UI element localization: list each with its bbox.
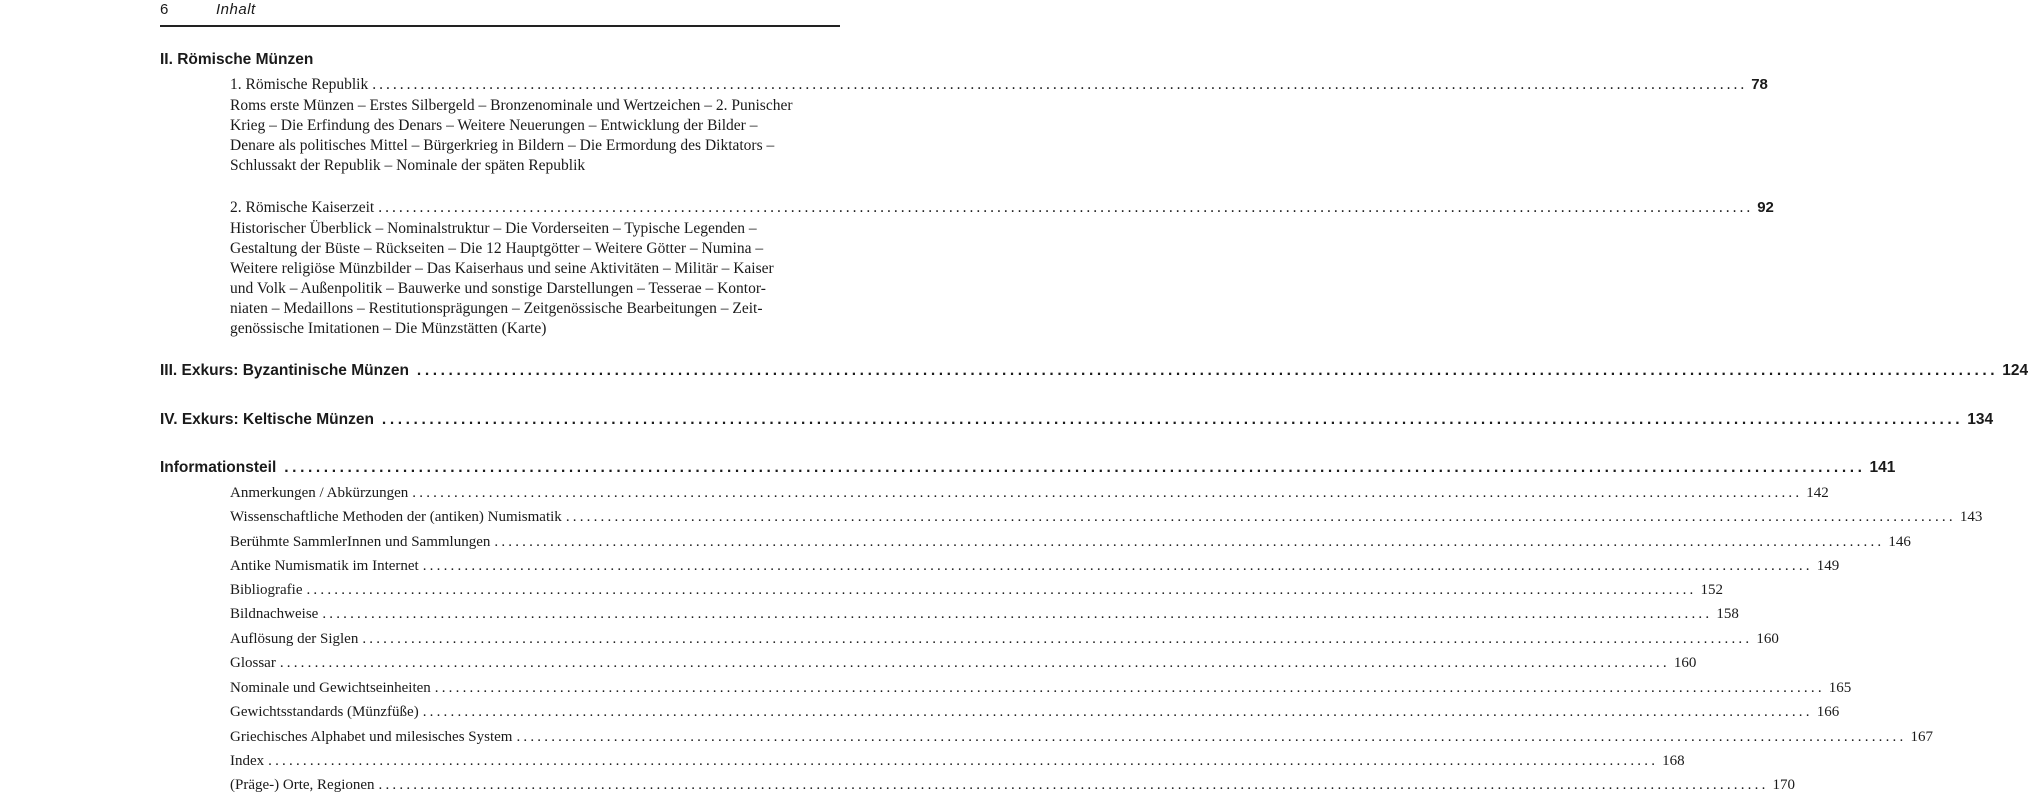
toc-subentry[interactable] <box>230 680 1852 697</box>
page-header <box>160 0 840 27</box>
description-line: Gestaltung der Büste – Rückseiten – Die 12 Hauptgötter – Weitere Götter – Numina – <box>230 240 764 257</box>
subentry-title: Nominale und Gewichtseinheiten <box>230 680 431 696</box>
description-line: Krieg – Die Erfindung des Denars – Weitere Neuerungen – Entwicklung der Bilder – <box>230 117 758 134</box>
leader-dots: ........................................................................................................................................................................................................ <box>362 631 1753 647</box>
entry-page-number: 92 <box>1757 199 1774 216</box>
leader-dots: ........................................................................................................................................................................................................ <box>434 680 1825 696</box>
subentry-title: Index <box>230 753 265 769</box>
leader-dots: ........................................................................................................................................................................................................ <box>381 411 1964 428</box>
entry-page-number: 141 <box>1869 459 1896 476</box>
subentry-page-number: 160 <box>1756 631 1779 647</box>
leader-dots: ........................................................................................................................................................................................................ <box>494 534 1885 550</box>
toc-subentry[interactable] <box>230 753 1685 770</box>
description-line: Weitere religiöse Münzbilder – Das Kaiserhaus und seine Aktivitäten – Militär – Kaiser <box>230 260 774 277</box>
subentry-page-number: 166 <box>1816 704 1840 720</box>
subentry-page-number: 142 <box>1806 485 1829 501</box>
subentry-page-number: 149 <box>1816 558 1840 574</box>
leader-dots: ........................................................................................................................................................................................................ <box>412 485 1803 501</box>
toc-entry-roemische-kaiserzeit[interactable] <box>230 199 1774 217</box>
subentry-page-number: 168 <box>1662 753 1685 769</box>
subentry-title: Bibliografie <box>230 582 303 598</box>
toc-entry-byzantinische-muenzen[interactable] <box>160 362 2028 380</box>
leader-dots: ........................................................................................................................................................................................................ <box>378 199 1754 216</box>
subentry-title: Auflösung der Siglen <box>230 631 359 647</box>
entry-title: 2. Römische Kaiserzeit <box>230 199 375 216</box>
entry-page-number: 124 <box>2002 362 2028 379</box>
subentry-page-number: 160 <box>1673 655 1697 671</box>
subentry-page-number: 170 <box>1772 777 1796 793</box>
toc-subentry[interactable] <box>230 631 1779 648</box>
subentry-page-number: 158 <box>1716 606 1739 622</box>
entry-description <box>230 96 810 176</box>
subentry-title: Wissenschaftliche Methoden der (antiken) Numismatik <box>230 509 562 525</box>
toc-subentry[interactable] <box>230 606 1739 623</box>
leader-dots: ........................................................................................................................................................................................................ <box>378 777 1769 793</box>
description-line: niaten – Medaillons – Restitutionsprägungen – Zeitgenössische Bearbeitungen – Zeit- <box>230 300 763 317</box>
subentry-title: Glossar <box>230 655 276 671</box>
toc-subentry[interactable] <box>230 704 1840 721</box>
description-line: Denare als politisches Mittel – Bürgerkrieg in Bildern – Die Ermordung des Diktators – <box>230 137 775 154</box>
subentry-title: (Präge-) Orte, Regionen <box>230 777 375 793</box>
subentry-title: Berühmte SammlerInnen und Sammlungen <box>230 534 491 550</box>
entry-page-number: 78 <box>1751 76 1768 93</box>
subentry-page-number: 152 <box>1700 582 1723 598</box>
leader-dots: ........................................................................................................................................................................................................ <box>422 704 1813 720</box>
leader-dots: ........................................................................................................................................................................................................ <box>416 362 1999 379</box>
entry-title: III. Exkurs: Byzantinische Münzen <box>160 362 409 379</box>
page-number: 6 <box>160 1 169 18</box>
toc-subentry[interactable] <box>230 534 1911 551</box>
toc-subentry[interactable] <box>230 558 1840 575</box>
section-ii-title: II. Römische Münzen <box>160 51 314 68</box>
entry-description <box>230 219 810 339</box>
leader-dots: ........................................................................................................................................................................................................ <box>372 76 1748 93</box>
subentry-title: Griechisches Alphabet und milesisches System <box>230 729 513 745</box>
toc-entry-informationsteil[interactable] <box>160 459 1896 477</box>
running-title: Inhalt <box>216 1 256 18</box>
subentry-page-number: 146 <box>1888 534 1911 550</box>
toc-entry-roemische-republik[interactable] <box>230 76 1768 94</box>
toc-subentry[interactable] <box>230 485 1829 502</box>
description-line: Historischer Überblick – Nominalstruktur – Die Vorderseiten – Typische Legenden – <box>230 220 757 237</box>
description-line: genössische Imitationen – Die Münzstätten (Karte) <box>230 320 547 337</box>
leader-dots: ........................................................................................................................................................................................................ <box>422 558 1813 574</box>
leader-dots: ........................................................................................................................................................................................................ <box>565 509 1956 525</box>
entry-title: 1. Römische Republik <box>230 76 369 93</box>
leader-dots: ........................................................................................................................................................................................................ <box>284 459 1866 476</box>
subentry-title: Antike Numismatik im Internet <box>230 558 419 574</box>
leader-dots: ........................................................................................................................................................................................................ <box>306 582 1697 598</box>
description-line: Schlussakt der Republik – Nominale der späten Republik <box>230 157 586 174</box>
toc-subentry[interactable] <box>230 655 1697 672</box>
toc-subentry[interactable] <box>230 729 1933 746</box>
leader-dots: ........................................................................................................................................................................................................ <box>322 606 1713 622</box>
entry-title: IV. Exkurs: Keltische Münzen <box>160 411 374 428</box>
toc-subentry[interactable] <box>230 509 1983 526</box>
description-line: Roms erste Münzen – Erstes Silbergeld – Bronzenominale und Wertzeichen – 2. Punischer <box>230 97 793 114</box>
leader-dots: ........................................................................................................................................................................................................ <box>279 655 1670 671</box>
toc-subentry[interactable] <box>230 777 1796 794</box>
subentry-page-number: 143 <box>1959 509 1983 525</box>
subentry-page-number: 165 <box>1828 680 1852 696</box>
leader-dots: ........................................................................................................................................................................................................ <box>516 729 1907 745</box>
leader-dots: ........................................................................................................................................................................................................ <box>268 753 1659 769</box>
toc-subentry[interactable] <box>230 582 1723 599</box>
subentry-title: Gewichtsstandards (Münzfüße) <box>230 704 419 720</box>
entry-title: Informationsteil <box>160 459 277 476</box>
subentry-page-number: 167 <box>1910 729 1933 745</box>
toc-entry-keltische-muenzen[interactable] <box>160 411 1994 429</box>
subentry-title: Anmerkungen / Abkürzungen <box>230 485 409 501</box>
subentry-title: Bildnachweise <box>230 606 319 622</box>
description-line: und Volk – Außenpolitik – Bauwerke und sonstige Darstellungen – Tesserae – Kontor- <box>230 280 766 297</box>
entry-page-number: 134 <box>1967 411 1994 428</box>
